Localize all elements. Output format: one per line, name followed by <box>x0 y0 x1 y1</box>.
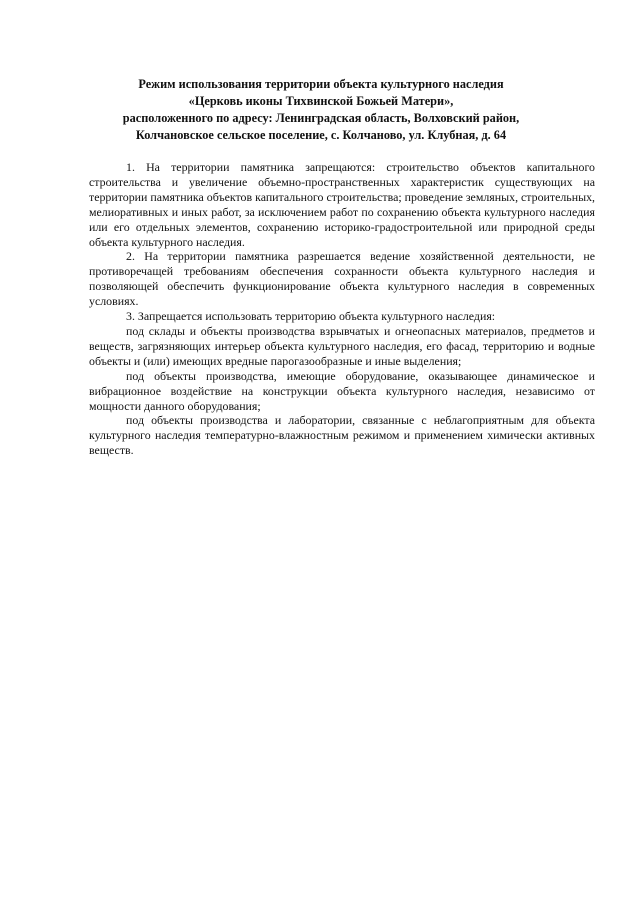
list-item-vibration-production: под объекты производства, имеющие оборудование, оказывающее динамическое и вибрационное воздействие на конструкции объекта культурного наследия, независимо от мощности данного оборудования; <box>89 368 595 413</box>
list-item-laboratories: под объекты производства и лаборатории, связанные с неблагоприятным для объекта культурного наследия температурно-влажностным режимом и применением химически активных веществ. <box>89 413 595 458</box>
paragraph-2-permitted-activity: 2. На территории памятника разрешается ведение хозяйственной деятельности, не противоречащей требованиям обеспечения сохранности объекта культурного наследия и позволяющей обеспечить функционирование объекта культурного наследия в современных условиях. <box>89 249 595 309</box>
title-line-3: расположенного по адресу: Ленинградская область, Волховский район, <box>122 111 520 125</box>
title-line-4: Колчановское сельское поселение, с. Колчаново, ул. Клубная, д. 64 <box>135 128 507 142</box>
paragraph-1-prohibitions: 1. На территории памятника запрещаются: строительство объектов капитального строительства и увеличение объемно-пространственных характеристик существующих на территории памятника объектов капитального строительства; проведение земляных, строительных, мелиоративных и иных работ, за исключением работ по сохранению объекта культурного наследия или его отдельных элементов, сохранению историко-градостроительной или природной среды объекта культурного наследия. <box>89 160 595 249</box>
title-line-1: Режим использования территории объекта культурного наследия <box>138 77 504 91</box>
document-title <box>80 76 562 144</box>
paragraph-3-prohibited-use: 3. Запрещается использовать территорию объекта культурного наследия: <box>126 309 496 324</box>
list-item-warehouses: под склады и объекты производства взрывчатых и огнеопасных материалов, предметов и веществ, загрязняющих интерьер объекта культурного наследия, его фасад, территорию и водные объекты и (или) имеющих вредные парогазообразные и иные выделения; <box>89 323 595 368</box>
document-body <box>89 160 595 458</box>
title-line-2: «Церковь иконы Тихвинской Божьей Матери», <box>188 94 454 108</box>
